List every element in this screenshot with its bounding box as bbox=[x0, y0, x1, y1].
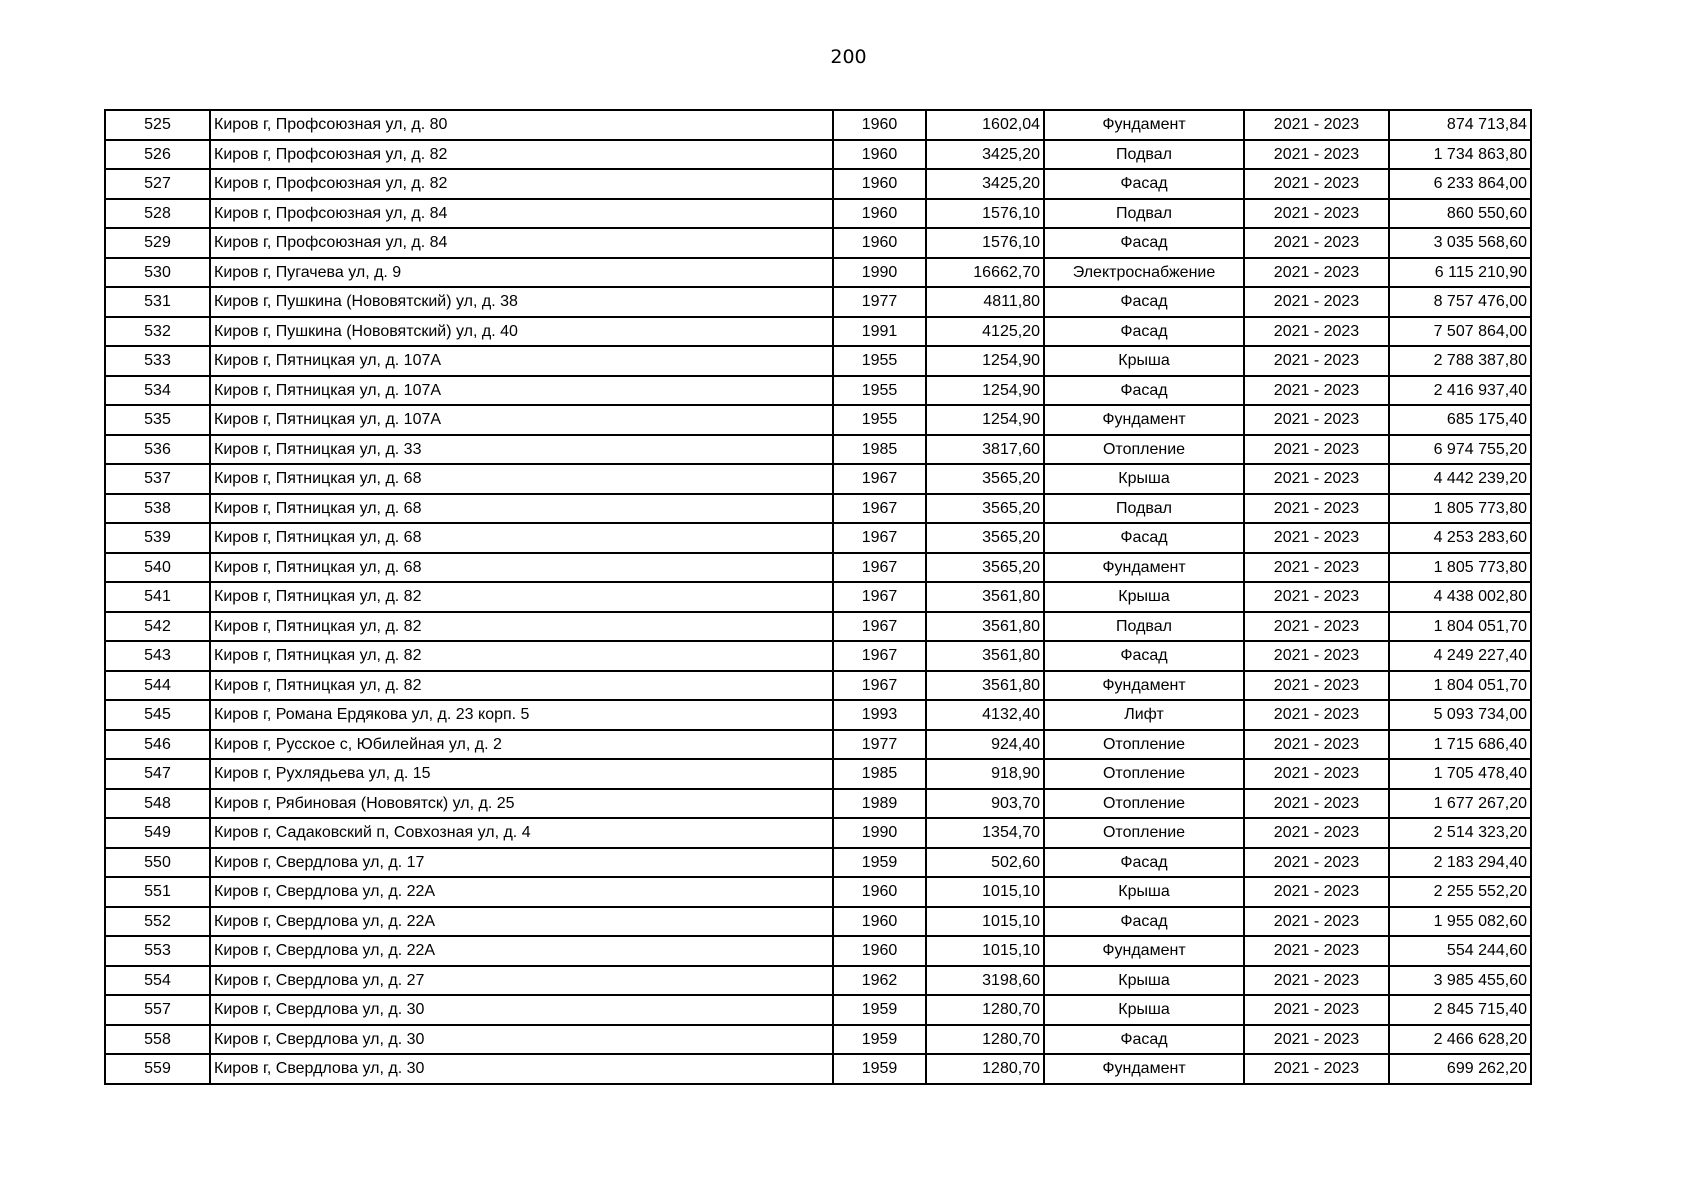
table-row bbox=[105, 759, 1531, 789]
row-number-cell: 558 bbox=[105, 1025, 210, 1055]
work-type-cell: Фасад bbox=[1044, 1025, 1244, 1055]
table-row bbox=[105, 287, 1531, 317]
work-type-cell: Подвал bbox=[1044, 612, 1244, 642]
cost-cell: 4 253 283,60 bbox=[1389, 523, 1531, 553]
address-cell: Киров г, Пятницкая ул, д. 33 bbox=[210, 435, 833, 465]
row-number-cell: 551 bbox=[105, 877, 210, 907]
period-cell: 2021 - 2023 bbox=[1244, 936, 1389, 966]
cost-cell: 1 955 082,60 bbox=[1389, 907, 1531, 937]
area-cell: 924,40 bbox=[926, 730, 1044, 760]
period-cell: 2021 - 2023 bbox=[1244, 199, 1389, 229]
address-cell: Киров г, Профсоюзная ул, д. 82 bbox=[210, 169, 833, 199]
address-cell: Киров г, Пушкина (Нововятский) ул, д. 38 bbox=[210, 287, 833, 317]
area-cell: 3817,60 bbox=[926, 435, 1044, 465]
period-cell: 2021 - 2023 bbox=[1244, 169, 1389, 199]
area-cell: 1254,90 bbox=[926, 346, 1044, 376]
address-cell: Киров г, Рухлядьева ул, д. 15 bbox=[210, 759, 833, 789]
cost-cell: 3 035 568,60 bbox=[1389, 228, 1531, 258]
period-cell: 2021 - 2023 bbox=[1244, 848, 1389, 878]
table-row bbox=[105, 376, 1531, 406]
period-cell: 2021 - 2023 bbox=[1244, 1054, 1389, 1084]
cost-cell: 2 255 552,20 bbox=[1389, 877, 1531, 907]
address-cell: Киров г, Свердлова ул, д. 22А bbox=[210, 877, 833, 907]
cost-cell: 554 244,60 bbox=[1389, 936, 1531, 966]
row-number-cell: 546 bbox=[105, 730, 210, 760]
cost-cell: 2 514 323,20 bbox=[1389, 818, 1531, 848]
table-row bbox=[105, 612, 1531, 642]
cost-cell: 6 233 864,00 bbox=[1389, 169, 1531, 199]
work-type-cell: Подвал bbox=[1044, 140, 1244, 170]
address-cell: Киров г, Пятницкая ул, д. 68 bbox=[210, 494, 833, 524]
area-cell: 1015,10 bbox=[926, 907, 1044, 937]
build-year-cell: 1990 bbox=[833, 818, 926, 848]
table-row bbox=[105, 1025, 1531, 1055]
build-year-cell: 1985 bbox=[833, 759, 926, 789]
cost-cell: 4 249 227,40 bbox=[1389, 641, 1531, 671]
row-number-cell: 552 bbox=[105, 907, 210, 937]
area-cell: 1576,10 bbox=[926, 199, 1044, 229]
area-cell: 1254,90 bbox=[926, 405, 1044, 435]
area-cell: 4125,20 bbox=[926, 317, 1044, 347]
address-cell: Киров г, Пятницкая ул, д. 82 bbox=[210, 671, 833, 701]
table-row bbox=[105, 346, 1531, 376]
table-row bbox=[105, 553, 1531, 583]
area-cell: 3425,20 bbox=[926, 140, 1044, 170]
period-cell: 2021 - 2023 bbox=[1244, 877, 1389, 907]
build-year-cell: 1989 bbox=[833, 789, 926, 819]
work-type-cell: Отопление bbox=[1044, 730, 1244, 760]
table-row bbox=[105, 848, 1531, 878]
table-row bbox=[105, 936, 1531, 966]
area-cell: 3561,80 bbox=[926, 582, 1044, 612]
work-type-cell: Фундамент bbox=[1044, 110, 1244, 140]
build-year-cell: 1960 bbox=[833, 110, 926, 140]
build-year-cell: 1990 bbox=[833, 258, 926, 288]
table-row bbox=[105, 730, 1531, 760]
address-cell: Киров г, Свердлова ул, д. 27 bbox=[210, 966, 833, 996]
area-cell: 4132,40 bbox=[926, 700, 1044, 730]
build-year-cell: 1962 bbox=[833, 966, 926, 996]
row-number-cell: 531 bbox=[105, 287, 210, 317]
address-cell: Киров г, Свердлова ул, д. 22А bbox=[210, 936, 833, 966]
work-type-cell: Крыша bbox=[1044, 966, 1244, 996]
work-type-cell: Фасад bbox=[1044, 376, 1244, 406]
row-number-cell: 559 bbox=[105, 1054, 210, 1084]
build-year-cell: 1955 bbox=[833, 405, 926, 435]
area-cell: 502,60 bbox=[926, 848, 1044, 878]
work-type-cell: Фасад bbox=[1044, 317, 1244, 347]
area-cell: 903,70 bbox=[926, 789, 1044, 819]
table-row bbox=[105, 966, 1531, 996]
address-cell: Киров г, Пятницкая ул, д. 68 bbox=[210, 523, 833, 553]
row-number-cell: 553 bbox=[105, 936, 210, 966]
address-cell: Киров г, Пятницкая ул, д. 107А bbox=[210, 346, 833, 376]
build-year-cell: 1959 bbox=[833, 995, 926, 1025]
cost-cell: 1 804 051,70 bbox=[1389, 612, 1531, 642]
row-number-cell: 543 bbox=[105, 641, 210, 671]
build-year-cell: 1955 bbox=[833, 376, 926, 406]
area-cell: 1280,70 bbox=[926, 1054, 1044, 1084]
build-year-cell: 1960 bbox=[833, 907, 926, 937]
cost-cell: 1 705 478,40 bbox=[1389, 759, 1531, 789]
build-year-cell: 1967 bbox=[833, 612, 926, 642]
row-number-cell: 550 bbox=[105, 848, 210, 878]
cost-cell: 2 466 628,20 bbox=[1389, 1025, 1531, 1055]
period-cell: 2021 - 2023 bbox=[1244, 995, 1389, 1025]
work-type-cell: Подвал bbox=[1044, 199, 1244, 229]
table-body bbox=[105, 110, 1531, 1084]
period-cell: 2021 - 2023 bbox=[1244, 700, 1389, 730]
cost-cell: 1 715 686,40 bbox=[1389, 730, 1531, 760]
build-year-cell: 1960 bbox=[833, 140, 926, 170]
row-number-cell: 539 bbox=[105, 523, 210, 553]
work-type-cell: Фасад bbox=[1044, 228, 1244, 258]
build-year-cell: 1967 bbox=[833, 582, 926, 612]
work-type-cell: Фундамент bbox=[1044, 1054, 1244, 1084]
cost-cell: 1 734 863,80 bbox=[1389, 140, 1531, 170]
build-year-cell: 1993 bbox=[833, 700, 926, 730]
area-cell: 1280,70 bbox=[926, 1025, 1044, 1055]
build-year-cell: 1967 bbox=[833, 464, 926, 494]
area-cell: 3565,20 bbox=[926, 494, 1044, 524]
cost-cell: 1 805 773,80 bbox=[1389, 553, 1531, 583]
table-row bbox=[105, 199, 1531, 229]
build-year-cell: 1960 bbox=[833, 199, 926, 229]
address-cell: Киров г, Пятницкая ул, д. 107А bbox=[210, 376, 833, 406]
work-type-cell: Подвал bbox=[1044, 494, 1244, 524]
period-cell: 2021 - 2023 bbox=[1244, 317, 1389, 347]
table-row bbox=[105, 995, 1531, 1025]
build-year-cell: 1967 bbox=[833, 641, 926, 671]
cost-cell: 2 416 937,40 bbox=[1389, 376, 1531, 406]
row-number-cell: 549 bbox=[105, 818, 210, 848]
address-cell: Киров г, Профсоюзная ул, д. 82 bbox=[210, 140, 833, 170]
work-type-cell: Фасад bbox=[1044, 641, 1244, 671]
row-number-cell: 540 bbox=[105, 553, 210, 583]
table-row bbox=[105, 523, 1531, 553]
period-cell: 2021 - 2023 bbox=[1244, 789, 1389, 819]
address-cell: Киров г, Профсоюзная ул, д. 80 bbox=[210, 110, 833, 140]
address-cell: Киров г, Романа Ердякова ул, д. 23 корп. 5 bbox=[210, 700, 833, 730]
table-row bbox=[105, 110, 1531, 140]
build-year-cell: 1960 bbox=[833, 169, 926, 199]
page-number: 200 bbox=[830, 46, 867, 68]
period-cell: 2021 - 2023 bbox=[1244, 258, 1389, 288]
area-cell: 1280,70 bbox=[926, 995, 1044, 1025]
area-cell: 918,90 bbox=[926, 759, 1044, 789]
table-row bbox=[105, 494, 1531, 524]
table-row bbox=[105, 907, 1531, 937]
build-year-cell: 1985 bbox=[833, 435, 926, 465]
row-number-cell: 545 bbox=[105, 700, 210, 730]
cost-cell: 4 442 239,20 bbox=[1389, 464, 1531, 494]
period-cell: 2021 - 2023 bbox=[1244, 671, 1389, 701]
address-cell: Киров г, Профсоюзная ул, д. 84 bbox=[210, 228, 833, 258]
row-number-cell: 541 bbox=[105, 582, 210, 612]
area-cell: 1576,10 bbox=[926, 228, 1044, 258]
period-cell: 2021 - 2023 bbox=[1244, 966, 1389, 996]
row-number-cell: 544 bbox=[105, 671, 210, 701]
period-cell: 2021 - 2023 bbox=[1244, 641, 1389, 671]
row-number-cell: 537 bbox=[105, 464, 210, 494]
table-row bbox=[105, 140, 1531, 170]
area-cell: 1354,70 bbox=[926, 818, 1044, 848]
work-type-cell: Крыша bbox=[1044, 346, 1244, 376]
address-cell: Киров г, Пятницкая ул, д. 82 bbox=[210, 641, 833, 671]
table-row bbox=[105, 435, 1531, 465]
build-year-cell: 1959 bbox=[833, 1054, 926, 1084]
cost-cell: 1 805 773,80 bbox=[1389, 494, 1531, 524]
cost-cell: 699 262,20 bbox=[1389, 1054, 1531, 1084]
area-cell: 3561,80 bbox=[926, 641, 1044, 671]
row-number-cell: 542 bbox=[105, 612, 210, 642]
period-cell: 2021 - 2023 bbox=[1244, 1025, 1389, 1055]
period-cell: 2021 - 2023 bbox=[1244, 110, 1389, 140]
area-cell: 3198,60 bbox=[926, 966, 1044, 996]
period-cell: 2021 - 2023 bbox=[1244, 759, 1389, 789]
row-number-cell: 548 bbox=[105, 789, 210, 819]
table-row bbox=[105, 405, 1531, 435]
build-year-cell: 1967 bbox=[833, 523, 926, 553]
row-number-cell: 532 bbox=[105, 317, 210, 347]
row-number-cell: 525 bbox=[105, 110, 210, 140]
row-number-cell: 538 bbox=[105, 494, 210, 524]
work-type-cell: Крыша bbox=[1044, 877, 1244, 907]
address-cell: Киров г, Пятницкая ул, д. 68 bbox=[210, 464, 833, 494]
work-type-cell: Фундамент bbox=[1044, 936, 1244, 966]
period-cell: 2021 - 2023 bbox=[1244, 464, 1389, 494]
table-row bbox=[105, 818, 1531, 848]
work-type-cell: Отопление bbox=[1044, 818, 1244, 848]
work-type-cell: Фундамент bbox=[1044, 671, 1244, 701]
address-cell: Киров г, Свердлова ул, д. 30 bbox=[210, 1025, 833, 1055]
cost-cell: 6 974 755,20 bbox=[1389, 435, 1531, 465]
area-cell: 3565,20 bbox=[926, 553, 1044, 583]
cost-cell: 8 757 476,00 bbox=[1389, 287, 1531, 317]
address-cell: Киров г, Пятницкая ул, д. 82 bbox=[210, 612, 833, 642]
address-cell: Киров г, Пушкина (Нововятский) ул, д. 40 bbox=[210, 317, 833, 347]
build-year-cell: 1967 bbox=[833, 553, 926, 583]
work-type-cell: Лифт bbox=[1044, 700, 1244, 730]
address-cell: Киров г, Пятницкая ул, д. 68 bbox=[210, 553, 833, 583]
cost-cell: 4 438 002,80 bbox=[1389, 582, 1531, 612]
row-number-cell: 527 bbox=[105, 169, 210, 199]
address-cell: Киров г, Русское с, Юбилейная ул, д. 2 bbox=[210, 730, 833, 760]
cost-cell: 685 175,40 bbox=[1389, 405, 1531, 435]
row-number-cell: 554 bbox=[105, 966, 210, 996]
period-cell: 2021 - 2023 bbox=[1244, 818, 1389, 848]
period-cell: 2021 - 2023 bbox=[1244, 730, 1389, 760]
address-cell: Киров г, Свердлова ул, д. 22А bbox=[210, 907, 833, 937]
period-cell: 2021 - 2023 bbox=[1244, 287, 1389, 317]
build-year-cell: 1955 bbox=[833, 346, 926, 376]
period-cell: 2021 - 2023 bbox=[1244, 376, 1389, 406]
address-cell: Киров г, Профсоюзная ул, д. 84 bbox=[210, 199, 833, 229]
period-cell: 2021 - 2023 bbox=[1244, 435, 1389, 465]
build-year-cell: 1959 bbox=[833, 1025, 926, 1055]
work-type-cell: Крыша bbox=[1044, 582, 1244, 612]
table-row bbox=[105, 228, 1531, 258]
area-cell: 3561,80 bbox=[926, 612, 1044, 642]
work-type-cell: Электроснабжение bbox=[1044, 258, 1244, 288]
period-cell: 2021 - 2023 bbox=[1244, 553, 1389, 583]
period-cell: 2021 - 2023 bbox=[1244, 494, 1389, 524]
work-type-cell: Фасад bbox=[1044, 848, 1244, 878]
work-type-cell: Фундамент bbox=[1044, 405, 1244, 435]
period-cell: 2021 - 2023 bbox=[1244, 228, 1389, 258]
address-cell: Киров г, Свердлова ул, д. 30 bbox=[210, 1054, 833, 1084]
period-cell: 2021 - 2023 bbox=[1244, 582, 1389, 612]
area-cell: 3561,80 bbox=[926, 671, 1044, 701]
cost-cell: 2 788 387,80 bbox=[1389, 346, 1531, 376]
build-year-cell: 1960 bbox=[833, 228, 926, 258]
period-cell: 2021 - 2023 bbox=[1244, 405, 1389, 435]
cost-cell: 7 507 864,00 bbox=[1389, 317, 1531, 347]
table-row bbox=[105, 877, 1531, 907]
work-type-cell: Фасад bbox=[1044, 287, 1244, 317]
row-number-cell: 533 bbox=[105, 346, 210, 376]
period-cell: 2021 - 2023 bbox=[1244, 346, 1389, 376]
row-number-cell: 536 bbox=[105, 435, 210, 465]
table-row bbox=[105, 700, 1531, 730]
area-cell: 1015,10 bbox=[926, 936, 1044, 966]
address-cell: Киров г, Садаковский п, Совхозная ул, д. 4 bbox=[210, 818, 833, 848]
build-year-cell: 1977 bbox=[833, 287, 926, 317]
build-year-cell: 1959 bbox=[833, 848, 926, 878]
period-cell: 2021 - 2023 bbox=[1244, 523, 1389, 553]
cost-cell: 5 093 734,00 bbox=[1389, 700, 1531, 730]
area-cell: 3565,20 bbox=[926, 523, 1044, 553]
work-type-cell: Фасад bbox=[1044, 169, 1244, 199]
table-row bbox=[105, 582, 1531, 612]
work-type-cell: Отопление bbox=[1044, 759, 1244, 789]
row-number-cell: 528 bbox=[105, 199, 210, 229]
row-number-cell: 547 bbox=[105, 759, 210, 789]
work-type-cell: Фундамент bbox=[1044, 553, 1244, 583]
address-cell: Киров г, Пугачева ул, д. 9 bbox=[210, 258, 833, 288]
row-number-cell: 557 bbox=[105, 995, 210, 1025]
work-type-cell: Фасад bbox=[1044, 907, 1244, 937]
address-cell: Киров г, Свердлова ул, д. 30 bbox=[210, 995, 833, 1025]
cost-cell: 2 845 715,40 bbox=[1389, 995, 1531, 1025]
build-year-cell: 1967 bbox=[833, 494, 926, 524]
work-type-cell: Отопление bbox=[1044, 789, 1244, 819]
area-cell: 4811,80 bbox=[926, 287, 1044, 317]
area-cell: 16662,70 bbox=[926, 258, 1044, 288]
period-cell: 2021 - 2023 bbox=[1244, 140, 1389, 170]
build-year-cell: 1960 bbox=[833, 877, 926, 907]
table-row bbox=[105, 169, 1531, 199]
cost-cell: 2 183 294,40 bbox=[1389, 848, 1531, 878]
period-cell: 2021 - 2023 bbox=[1244, 612, 1389, 642]
address-cell: Киров г, Пятницкая ул, д. 107А bbox=[210, 405, 833, 435]
row-number-cell: 534 bbox=[105, 376, 210, 406]
area-cell: 1254,90 bbox=[926, 376, 1044, 406]
build-year-cell: 1977 bbox=[833, 730, 926, 760]
area-cell: 1015,10 bbox=[926, 877, 1044, 907]
area-cell: 3425,20 bbox=[926, 169, 1044, 199]
table-row bbox=[105, 671, 1531, 701]
work-type-cell: Отопление bbox=[1044, 435, 1244, 465]
work-type-cell: Крыша bbox=[1044, 995, 1244, 1025]
address-cell: Киров г, Свердлова ул, д. 17 bbox=[210, 848, 833, 878]
cost-cell: 1 804 051,70 bbox=[1389, 671, 1531, 701]
table-row bbox=[105, 258, 1531, 288]
table-row bbox=[105, 317, 1531, 347]
table-row bbox=[105, 1054, 1531, 1084]
area-cell: 3565,20 bbox=[926, 464, 1044, 494]
build-year-cell: 1991 bbox=[833, 317, 926, 347]
address-cell: Киров г, Пятницкая ул, д. 82 bbox=[210, 582, 833, 612]
work-type-cell: Фасад bbox=[1044, 523, 1244, 553]
row-number-cell: 529 bbox=[105, 228, 210, 258]
table-row bbox=[105, 789, 1531, 819]
row-number-cell: 530 bbox=[105, 258, 210, 288]
address-cell: Киров г, Рябиновая (Нововятск) ул, д. 25 bbox=[210, 789, 833, 819]
build-year-cell: 1967 bbox=[833, 671, 926, 701]
cost-cell: 3 985 455,60 bbox=[1389, 966, 1531, 996]
build-year-cell: 1960 bbox=[833, 936, 926, 966]
repair-schedule-table bbox=[104, 109, 1532, 1085]
cost-cell: 6 115 210,90 bbox=[1389, 258, 1531, 288]
table-row bbox=[105, 464, 1531, 494]
cost-cell: 874 713,84 bbox=[1389, 110, 1531, 140]
work-type-cell: Крыша bbox=[1044, 464, 1244, 494]
area-cell: 1602,04 bbox=[926, 110, 1044, 140]
cost-cell: 1 677 267,20 bbox=[1389, 789, 1531, 819]
period-cell: 2021 - 2023 bbox=[1244, 907, 1389, 937]
row-number-cell: 535 bbox=[105, 405, 210, 435]
row-number-cell: 526 bbox=[105, 140, 210, 170]
table-row bbox=[105, 641, 1531, 671]
cost-cell: 860 550,60 bbox=[1389, 199, 1531, 229]
